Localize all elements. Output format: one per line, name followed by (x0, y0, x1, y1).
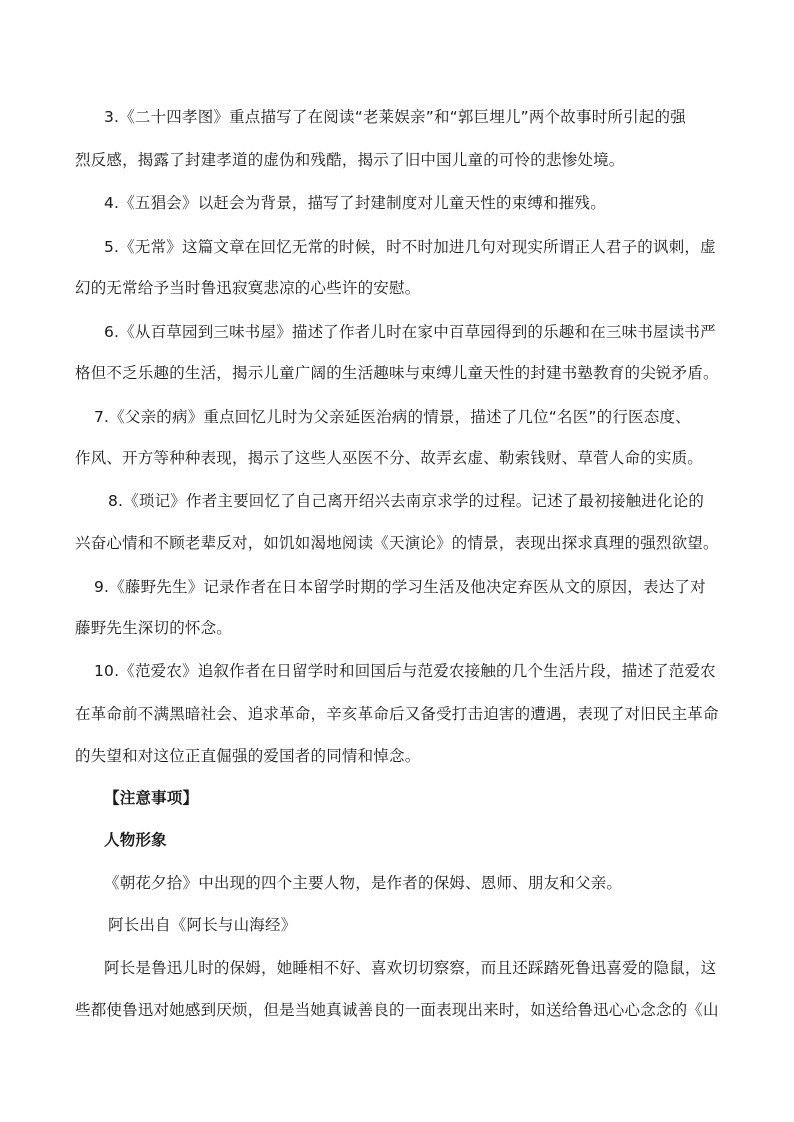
item-4-line-1: 4.《五猖会》以赶会为背景，描写了封建制度对儿童天性的束缚和摧残。 (104, 194, 606, 212)
item-7-line-1: 7.《父亲的病》重点回忆儿时为父亲延医治病的情景，描述了几位“名医”的行医态度、 (94, 408, 691, 426)
notes-paragraph-3-line-1: 阿长是鲁迅儿时的保姆，她睡相不好、喜欢切切察察，而且还踩踏死鲁迅喜爱的隐鼠，这 (104, 959, 717, 977)
item-10-line-2: 在革命前不满黑暗社会、追求革命，辛亥革命后又备受打击迫害的遭遇，表现了对旧民主革命 (75, 705, 719, 723)
item-8-line-2: 兴奋心情和不顾老辈反对，如饥如渴地阅读《天演论》的情景，表现出探求真理的强烈欲望。 (75, 534, 719, 552)
notes-paragraph-3-line-2: 些都使鲁迅对她感到厌烦，但是当她真诚善良的一面表现出来时，如送给鲁迅心心念念的《山 (75, 1001, 719, 1019)
item-5-line-2: 幻的无常给予当时鲁迅寂寞悲凉的心些许的安慰。 (75, 279, 421, 297)
item-9-line-1: 9.《藤野先生》记录作者在日本留学时期的学习生活及他决定弃医从文的原因，表达了对 (94, 578, 706, 596)
item-8-line-1: 8.《琐记》作者主要回忆了自己离开绍兴去南京求学的过程。记述了最初接触进化论的 (108, 492, 705, 510)
notes-paragraph-2: 阿长出自《阿长与山海经》 (108, 916, 297, 934)
item-5-line-1: 5.《无常》这篇文章在回忆无常的时候，时不时加进几句对现实所谓正人君子的讽刺，虚 (104, 238, 716, 256)
item-3-line-2: 烈反感，揭露了封建孝道的虚伪和残酷，揭示了旧中国儿童的可怜的悲惨处境。 (75, 151, 625, 169)
item-7-line-2: 作风、开方等种种表现，揭示了这些人巫医不分、故弄玄虚、勒索钱财、草菅人命的实质。 (75, 449, 704, 467)
notes-heading: 【注意事项】 (104, 789, 199, 807)
item-6-line-2: 格但不乏乐趣的生活，揭示儿童广阔的生活趣味与束缚儿童天性的封建书塾教育的尖锐矛盾。 (75, 364, 719, 382)
item-10-line-3: 的失望和对这位正直倔强的爱国者的同情和悼念。 (75, 747, 421, 765)
notes-paragraph-1: 《朝花夕拾》中出现的四个主要人物，是作者的保姆、恩师、朋友和父亲。 (104, 874, 623, 892)
item-3-line-1: 3.《二十四孝图》重点描写了在阅读“老莱娱亲”和“郭巨埋儿”两个故事时所引起的强 (104, 108, 686, 126)
item-9-line-2: 藤野先生深切的怀念。 (75, 619, 233, 637)
item-10-line-1: 10.《范爱农》追叙作者在日留学时和回国后与范爱农接触的几个生活片段，描述了范爱农 (94, 662, 716, 680)
item-6-line-1: 6.《从百草园到三味书屋》描述了作者儿时在家中百草园得到的乐趣和在三味书屋读书严 (104, 323, 716, 341)
notes-subheading: 人物形象 (104, 831, 167, 849)
